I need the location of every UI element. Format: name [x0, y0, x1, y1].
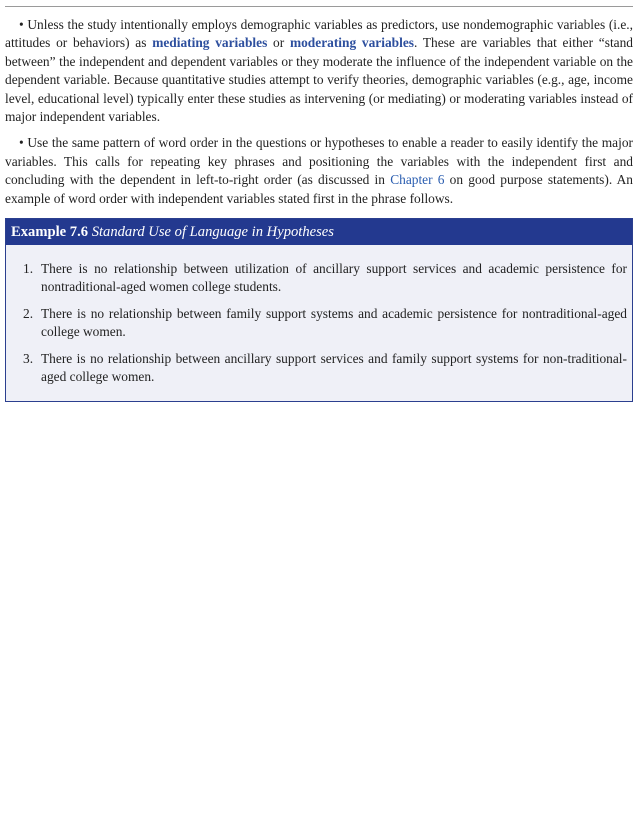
list-item-number: 1.	[23, 261, 34, 277]
paragraph-text: . These are variables that either “stand between” the independent and dependent variables or they moderate the influence of the independent variable on the dependent variable. Because quantitative studies attempt to verify theories, demographic variables (e.g., age, income level, educational level) typically enter these studies as intervening (or mediating) or moderating variables instead of major independent variables.	[5, 35, 633, 125]
example-title: Standard Use of Language in Hypotheses	[91, 224, 334, 241]
paragraph-word-order	[5, 134, 633, 208]
example-box	[5, 218, 633, 401]
paragraph-text: or	[267, 35, 290, 51]
paragraph-text: • Unless the study intentionally employs demographic variables as predictors, use nondemographic variables (i.e., attitudes or behaviors) as	[5, 17, 633, 51]
list-item	[11, 305, 627, 342]
term-moderating-variables: moderating variables	[289, 35, 414, 51]
example-number: Example 7.6	[11, 224, 89, 241]
list-item-text: There is no relationship between ancillary support services and family support systems for non-traditional-aged college women.	[41, 350, 627, 385]
list-item-number: 3.	[23, 350, 34, 366]
page-content	[5, 16, 633, 402]
list-item	[11, 350, 627, 387]
paragraph-text: • Use the same pattern of word order in the questions or hypotheses to enable a reader to easily identify the major variables. This calls for repeating key phrases and positioning the variables with the independent first and concluding with the dependent in left-to-right order (as discussed in	[5, 135, 633, 188]
list-item	[11, 260, 627, 297]
paragraph-text: on good purpose statements). An example of word order with independent variables stated first in the phrase follows.	[5, 172, 634, 206]
top-rule	[5, 6, 633, 7]
list-item-number: 2.	[23, 305, 34, 321]
paragraph-mediating-variables	[5, 16, 633, 126]
list-item-text: There is no relationship between utilization of ancillary support services and academic persistence for nontraditional-aged women college students.	[41, 261, 627, 295]
term-mediating-variables: mediating variables	[152, 35, 268, 51]
chapter-6-link[interactable]: Chapter 6	[390, 172, 445, 188]
example-list	[6, 245, 632, 400]
list-item-text: There is no relationship between family support systems and academic persistence for nontraditional-aged college women.	[41, 305, 627, 340]
example-header	[6, 219, 632, 245]
